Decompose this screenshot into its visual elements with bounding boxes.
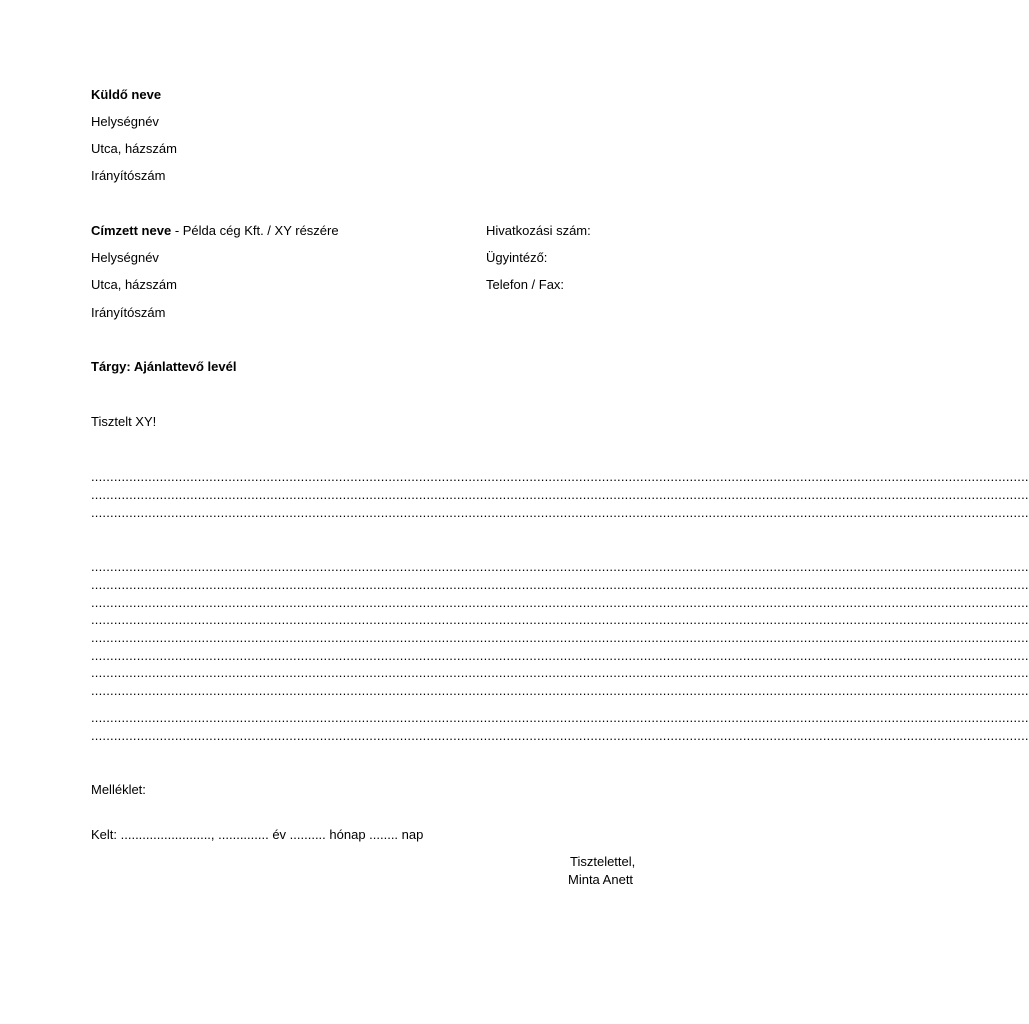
dotted-line: ......................................................................................................................................................................................................................................................: [91, 469, 1029, 484]
subject-line: Tárgy: Ajánlattevő levél: [91, 359, 237, 374]
dotted-line: ......................................................................................................................................................................................................................................................: [91, 710, 1029, 725]
dotted-line: ......................................................................................................................................................................................................................................................: [91, 683, 1029, 698]
recipient-name-value: - Példa cég Kft. / XY részére: [171, 223, 339, 238]
dotted-line: ......................................................................................................................................................................................................................................................: [91, 487, 1029, 502]
attachment-label: Melléklet:: [91, 782, 146, 797]
closing-text: Tisztelettel,: [570, 854, 636, 869]
recipient-name-label: Címzett neve: [91, 223, 172, 238]
recipient-name: [91, 223, 339, 239]
reference-number-label: Hivatkozási szám:: [486, 223, 591, 238]
dotted-line: ......................................................................................................................................................................................................................................................: [91, 577, 1029, 592]
dotted-line: ......................................................................................................................................................................................................................................................: [91, 630, 1029, 645]
sender-zip: Irányítószám: [91, 168, 166, 183]
dotted-line: ......................................................................................................................................................................................................................................................: [91, 595, 1029, 610]
recipient-city: Helységnév: [91, 250, 159, 265]
dotted-line: ......................................................................................................................................................................................................................................................: [91, 648, 1029, 663]
dotted-line: ......................................................................................................................................................................................................................................................: [91, 505, 1029, 520]
dotted-line: ......................................................................................................................................................................................................................................................: [91, 665, 1029, 680]
sender-city: Helységnév: [91, 114, 159, 129]
dotted-line: ......................................................................................................................................................................................................................................................: [91, 728, 1029, 743]
phone-fax-label: Telefon / Fax:: [486, 277, 565, 292]
dotted-line: ......................................................................................................................................................................................................................................................: [91, 559, 1029, 574]
recipient-zip: Irányítószám: [91, 305, 166, 320]
signature-name: Minta Anett: [568, 872, 634, 887]
dotted-line: ......................................................................................................................................................................................................................................................: [91, 612, 1029, 627]
recipient-street: Utca, házszám: [91, 277, 177, 292]
date-line: Kelt: ........................., .............. év .......... hónap ........ nap: [91, 827, 424, 842]
handler-label: Ügyintéző:: [486, 250, 548, 265]
salutation: Tisztelt XY!: [91, 414, 157, 429]
sender-street: Utca, házszám: [91, 141, 177, 156]
sender-name: Küldő neve: [91, 87, 162, 102]
